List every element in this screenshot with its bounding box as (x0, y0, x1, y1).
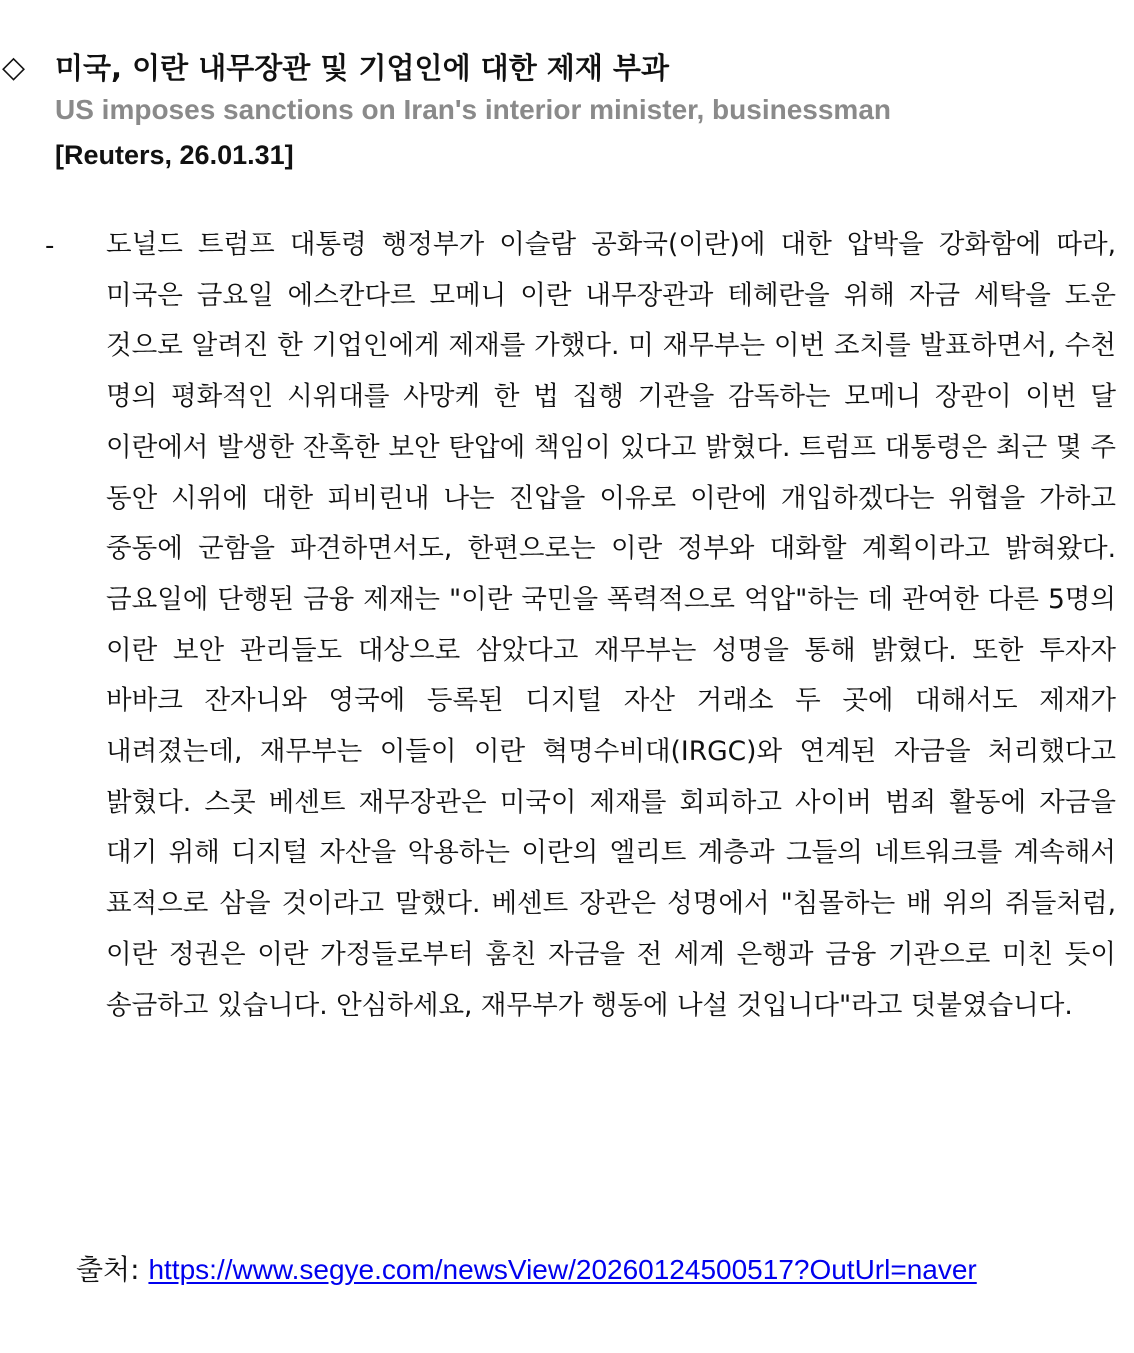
source-label: 출처: (76, 1253, 149, 1286)
diamond-outline-icon: ◇ (2, 50, 26, 85)
source-link[interactable]: https://www.segye.com/newsView/20260124500517?OutUrl=naver (148, 1254, 977, 1285)
article-body-paragraph: 도널드 트럼프 대통령 행정부가 이슬람 공화국(이란)에 대한 압박을 강화함에 따라, 미국은 금요일 에스칸다르 모메니 이란 내무장관과 테헤란을 위해 자금 세탁을 도운 것으로 알려진 한 기업인에게 제재를 가했다. 미 재무부는 이번 조치를 발표하면서, 수천 명의 평화적인 시위대를 사망케 한 법 집행 기관을 감독하는 모메니 장관이 이번 달 이란에서 발생한 잔혹한 보안 탄압에 책임이 있다고 밝혔다. 트럼프 대통령은 최근 몇 주 동안 시위에 대한 피비린내 나는 진압을 이유로 이란에 개입하겠다는 위협을 가하고 중동에 군함을 파견하면서도, 한편으로는 이란 정부와 대화할 계획이라고 밝혀왔다. 금요일에 단행된 금융 제재는 "이란 국민을 폭력적으로 억압"하는 데 관여한 다른 5명의 이란 보안 관리들도 대상으로 삼았다고 재무부는 성명을 통해 밝혔다. 또한 투자자 바바크 잔자니와 영국에 등록된 디지털 자산 거래소 두 곳에 대해서도 제재가 내려졌는데, 재무부는 이들이 이란 혁명수비대(IRGC)와 연계된 자금을 처리했다고 밝혔다. 스콧 베센트 재무장관은 미국이 제재를 회피하고 사이버 범죄 활동에 자금을 대기 위해 디지털 자산을 악용하는 이란의 엘리트 계층과 그들의 네트워크를 계속해서 표적으로 삼을 것이라고 말했다. 베센트 장관은 성명에서 "침몰하는 배 위의 쥐들처럼, 이란 정권은 이란 가정들로부터 훔친 자금을 전 세계 은행과 금융 기관으로 미친 듯이 송금하고 있습니다. 안심하세요, 재무부가 행동에 나설 것입니다"라고 덧붙였습니다. (106, 229, 1116, 1021)
article-title-english: US imposes sanctions on Iran's interior minister, businessman (55, 94, 892, 125)
source-line (76, 1248, 977, 1292)
article-source-tag: [Reuters, 26.01.31] (55, 140, 294, 170)
article-title-korean: 미국, 이란 내무장관 및 기업인에 대한 제재 부과 (55, 51, 669, 85)
bullet-dash: - (45, 231, 55, 261)
